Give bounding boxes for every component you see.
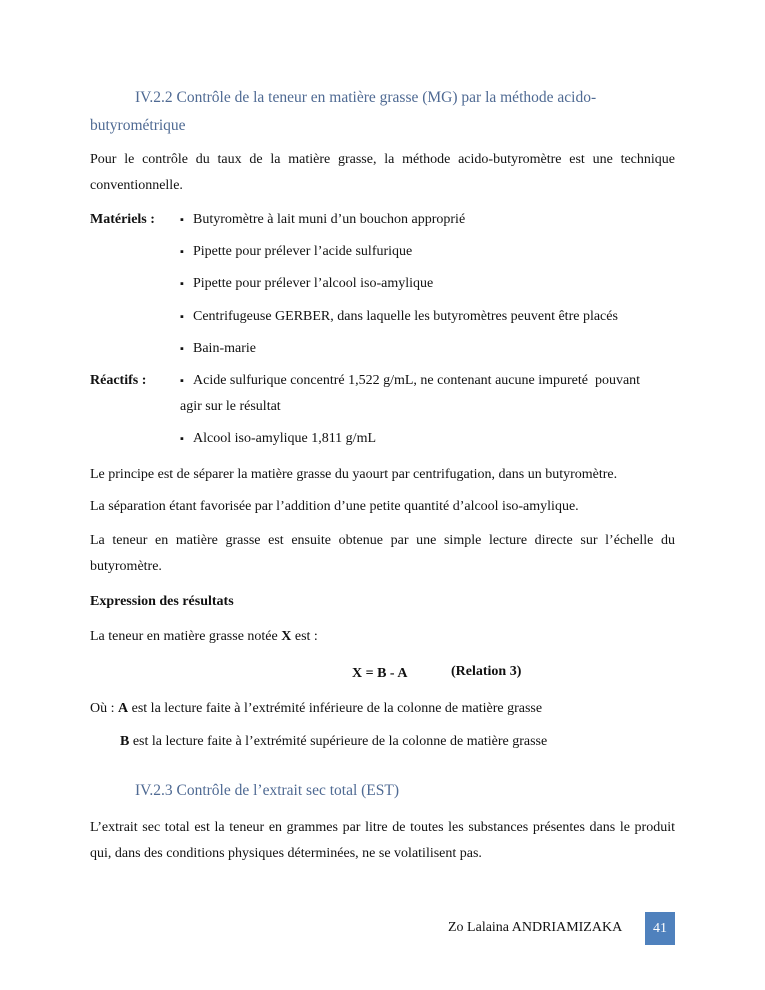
reagents-item-continuation: agir sur le résultat bbox=[180, 399, 281, 414]
definition-b-text: est la lecture faite à l’extrémité supérieure de la colonne de matière grasse bbox=[132, 734, 548, 749]
materials-item: ▪ Bain-marie bbox=[180, 341, 256, 357]
definition-b bbox=[120, 734, 547, 750]
definition-a bbox=[90, 701, 542, 717]
results-heading: Expression des résultats bbox=[90, 594, 234, 609]
section-number: IV.2.2 bbox=[135, 89, 173, 106]
where-prefix: Où : bbox=[90, 701, 115, 716]
formula: X = B - A bbox=[352, 666, 408, 681]
principle-paragraph: Le principe est de séparer la matière grasse du yaourt par centrifugation, dans un butyromètre. bbox=[90, 467, 618, 482]
reagents-label: Réactifs : bbox=[90, 373, 147, 388]
principle-paragraph: La séparation étant favorisée par l’addition d’une petite quantité d’alcool iso-amylique. bbox=[90, 499, 579, 514]
section2-heading bbox=[135, 782, 399, 800]
results-sentence bbox=[90, 629, 318, 645]
definition-a-text: est la lecture faite à l’extrémité inférieure de la colonne de matière grasse bbox=[131, 701, 543, 716]
materials-item: ▪ Pipette pour prélever l’acide sulfurique bbox=[180, 244, 412, 260]
footer-author: Zo Lalaina ANDRIAMIZAKA bbox=[448, 920, 623, 935]
materials-label: Matériels : bbox=[90, 212, 155, 227]
principle-paragraph: La teneur en matière grasse est ensuite obtenue par une simple lecture directe sur l’échelle du butyromètre. bbox=[90, 533, 675, 574]
section-title: Contrôle de la teneur en matière grasse (MG) par la méthode acido- bbox=[176, 89, 597, 106]
reagents-item: ▪ Alcool iso-amylique 1,811 g/mL bbox=[180, 431, 376, 447]
section-heading-line2: butyrométrique bbox=[90, 117, 186, 134]
intro-paragraph: Pour le contrôle du taux de la matière grasse, la méthode acido-butyromètre est une technique conventionnelle. bbox=[90, 152, 675, 193]
est-paragraph: L’extrait sec total est la teneur en grammes par litre de toutes les substances présentes dans le produit qui, dans des conditions physiques déterminées, ne se volatilisent pas. bbox=[90, 820, 675, 861]
variable-a: A bbox=[118, 701, 129, 716]
materials-item: ▪ Centrifugeuse GERBER, dans laquelle les butyromètres peuvent être placés bbox=[180, 309, 618, 325]
page-number: 41 bbox=[645, 912, 675, 945]
materials-item: ▪ Pipette pour prélever l’alcool iso-amylique bbox=[180, 276, 433, 292]
reagents-item: ▪ Acide sulfurique concentré 1,522 g/mL, ne contenant aucune impureté pouvant bbox=[180, 373, 672, 389]
results-sentence-prefix: La teneur en matière grasse notée bbox=[90, 629, 278, 644]
materials-item: ▪ Butyromètre à lait muni d’un bouchon approprié bbox=[180, 212, 465, 228]
variable-b: B bbox=[120, 734, 130, 749]
section2-title: Contrôle de l’extrait sec total (EST) bbox=[176, 782, 400, 799]
section2-number: IV.2.3 bbox=[135, 782, 173, 799]
section-heading-line1 bbox=[135, 89, 596, 107]
relation-label: (Relation 3) bbox=[451, 664, 522, 679]
results-sentence-suffix: est : bbox=[294, 629, 318, 644]
results-variable-x: X bbox=[281, 629, 292, 644]
